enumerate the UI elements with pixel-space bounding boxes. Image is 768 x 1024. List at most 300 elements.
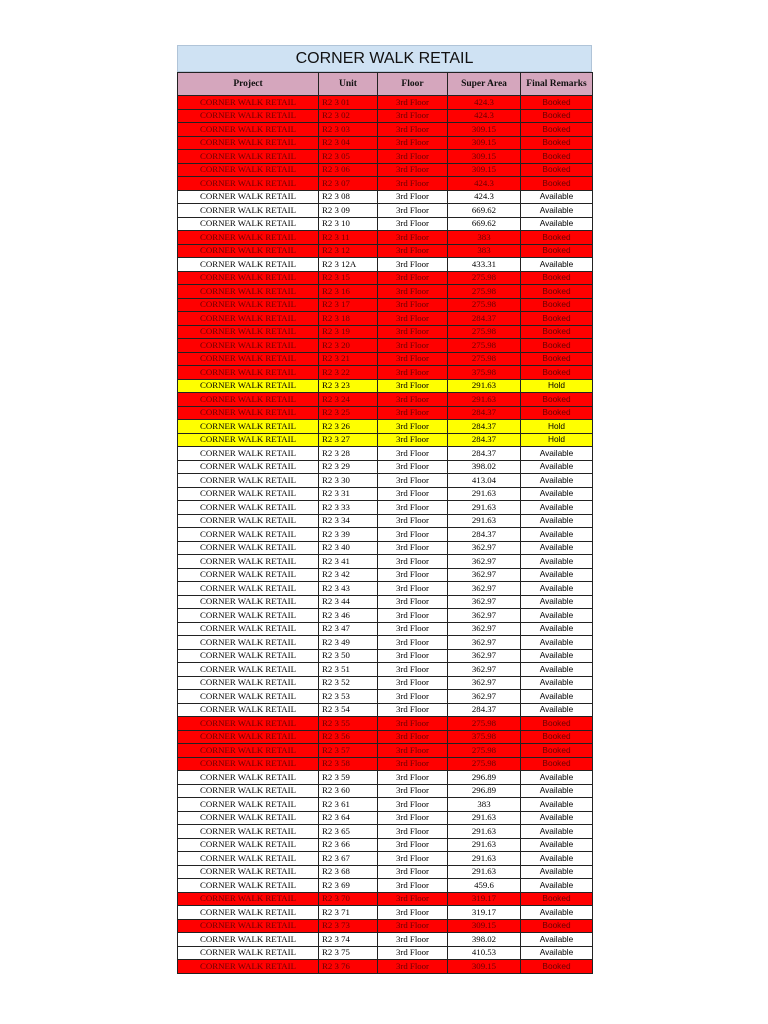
table-row bbox=[178, 298, 593, 312]
table-row bbox=[178, 406, 593, 420]
table-row bbox=[178, 123, 593, 137]
cell-project: CORNER WALK RETAIL bbox=[178, 784, 319, 798]
cell-remarks: Available bbox=[521, 568, 593, 582]
table-row bbox=[178, 622, 593, 636]
table-row bbox=[178, 649, 593, 663]
cell-floor: 3rd Floor bbox=[378, 204, 448, 218]
cell-floor: 3rd Floor bbox=[378, 595, 448, 609]
cell-project: CORNER WALK RETAIL bbox=[178, 136, 319, 150]
cell-floor: 3rd Floor bbox=[378, 825, 448, 839]
cell-project: CORNER WALK RETAIL bbox=[178, 892, 319, 906]
cell-area: 362.97 bbox=[448, 582, 521, 596]
cell-floor: 3rd Floor bbox=[378, 109, 448, 123]
cell-remarks: Booked bbox=[521, 285, 593, 299]
cell-floor: 3rd Floor bbox=[378, 514, 448, 528]
cell-project: CORNER WALK RETAIL bbox=[178, 622, 319, 636]
cell-area: 275.98 bbox=[448, 744, 521, 758]
cell-floor: 3rd Floor bbox=[378, 676, 448, 690]
cell-remarks: Available bbox=[521, 811, 593, 825]
cell-floor: 3rd Floor bbox=[378, 433, 448, 447]
cell-area: 284.37 bbox=[448, 312, 521, 326]
cell-floor: 3rd Floor bbox=[378, 730, 448, 744]
cell-remarks: Booked bbox=[521, 352, 593, 366]
cell-floor: 3rd Floor bbox=[378, 312, 448, 326]
cell-area: 291.63 bbox=[448, 487, 521, 501]
cell-floor: 3rd Floor bbox=[378, 622, 448, 636]
cell-area: 275.98 bbox=[448, 352, 521, 366]
cell-unit: R2 3 41 bbox=[319, 555, 378, 569]
table-row bbox=[178, 717, 593, 731]
table-row bbox=[178, 339, 593, 353]
cell-floor: 3rd Floor bbox=[378, 339, 448, 353]
cell-remarks: Booked bbox=[521, 892, 593, 906]
cell-area: 291.63 bbox=[448, 852, 521, 866]
table-row bbox=[178, 838, 593, 852]
cell-project: CORNER WALK RETAIL bbox=[178, 838, 319, 852]
cell-remarks: Booked bbox=[521, 757, 593, 771]
table-row bbox=[178, 177, 593, 191]
cell-remarks: Available bbox=[521, 555, 593, 569]
cell-unit: R2 3 75 bbox=[319, 946, 378, 960]
table-row bbox=[178, 865, 593, 879]
cell-project: CORNER WALK RETAIL bbox=[178, 447, 319, 461]
cell-project: CORNER WALK RETAIL bbox=[178, 933, 319, 947]
cell-project: CORNER WALK RETAIL bbox=[178, 379, 319, 393]
table-row bbox=[178, 663, 593, 677]
cell-unit: R2 3 04 bbox=[319, 136, 378, 150]
cell-area: 284.37 bbox=[448, 433, 521, 447]
cell-project: CORNER WALK RETAIL bbox=[178, 730, 319, 744]
cell-floor: 3rd Floor bbox=[378, 717, 448, 731]
cell-unit: R2 3 17 bbox=[319, 298, 378, 312]
cell-floor: 3rd Floor bbox=[378, 393, 448, 407]
cell-remarks: Booked bbox=[521, 150, 593, 164]
cell-unit: R2 3 08 bbox=[319, 190, 378, 204]
cell-area: 362.97 bbox=[448, 609, 521, 623]
cell-unit: R2 3 19 bbox=[319, 325, 378, 339]
cell-floor: 3rd Floor bbox=[378, 136, 448, 150]
cell-area: 669.62 bbox=[448, 217, 521, 231]
cell-remarks: Booked bbox=[521, 231, 593, 245]
cell-area: 362.97 bbox=[448, 622, 521, 636]
cell-project: CORNER WALK RETAIL bbox=[178, 460, 319, 474]
cell-area: 362.97 bbox=[448, 663, 521, 677]
cell-unit: R2 3 66 bbox=[319, 838, 378, 852]
cell-floor: 3rd Floor bbox=[378, 757, 448, 771]
cell-area: 309.15 bbox=[448, 163, 521, 177]
table-row bbox=[178, 312, 593, 326]
cell-floor: 3rd Floor bbox=[378, 798, 448, 812]
cell-remarks: Booked bbox=[521, 393, 593, 407]
cell-area: 362.97 bbox=[448, 568, 521, 582]
cell-remarks: Available bbox=[521, 933, 593, 947]
cell-remarks: Available bbox=[521, 514, 593, 528]
cell-area: 375.98 bbox=[448, 366, 521, 380]
cell-area: 362.97 bbox=[448, 555, 521, 569]
cell-remarks: Booked bbox=[521, 96, 593, 110]
cell-unit: R2 3 25 bbox=[319, 406, 378, 420]
cell-project: CORNER WALK RETAIL bbox=[178, 474, 319, 488]
table-row bbox=[178, 541, 593, 555]
cell-area: 424.3 bbox=[448, 177, 521, 191]
cell-unit: R2 3 07 bbox=[319, 177, 378, 191]
cell-project: CORNER WALK RETAIL bbox=[178, 960, 319, 974]
table-row bbox=[178, 892, 593, 906]
table-row bbox=[178, 595, 593, 609]
cell-floor: 3rd Floor bbox=[378, 163, 448, 177]
table-row bbox=[178, 96, 593, 110]
cell-remarks: Available bbox=[521, 487, 593, 501]
cell-floor: 3rd Floor bbox=[378, 217, 448, 231]
cell-floor: 3rd Floor bbox=[378, 811, 448, 825]
cell-floor: 3rd Floor bbox=[378, 906, 448, 920]
cell-unit: R2 3 65 bbox=[319, 825, 378, 839]
cell-floor: 3rd Floor bbox=[378, 946, 448, 960]
table-row bbox=[178, 960, 593, 974]
cell-unit: R2 3 55 bbox=[319, 717, 378, 731]
table-row bbox=[178, 811, 593, 825]
cell-project: CORNER WALK RETAIL bbox=[178, 771, 319, 785]
table-row bbox=[178, 231, 593, 245]
cell-unit: R2 3 61 bbox=[319, 798, 378, 812]
cell-project: CORNER WALK RETAIL bbox=[178, 406, 319, 420]
cell-project: CORNER WALK RETAIL bbox=[178, 514, 319, 528]
cell-project: CORNER WALK RETAIL bbox=[178, 123, 319, 137]
sheet-title: CORNER WALK RETAIL bbox=[177, 45, 592, 72]
cell-area: 291.63 bbox=[448, 865, 521, 879]
cell-unit: R2 3 12A bbox=[319, 258, 378, 272]
cell-area: 362.97 bbox=[448, 649, 521, 663]
table-row bbox=[178, 514, 593, 528]
cell-area: 275.98 bbox=[448, 285, 521, 299]
cell-project: CORNER WALK RETAIL bbox=[178, 852, 319, 866]
cell-area: 424.3 bbox=[448, 109, 521, 123]
cell-project: CORNER WALK RETAIL bbox=[178, 352, 319, 366]
cell-area: 383 bbox=[448, 244, 521, 258]
cell-remarks: Available bbox=[521, 838, 593, 852]
cell-remarks: Hold bbox=[521, 379, 593, 393]
cell-project: CORNER WALK RETAIL bbox=[178, 919, 319, 933]
cell-area: 398.02 bbox=[448, 460, 521, 474]
table-row bbox=[178, 771, 593, 785]
cell-area: 413.04 bbox=[448, 474, 521, 488]
cell-unit: R2 3 27 bbox=[319, 433, 378, 447]
cell-project: CORNER WALK RETAIL bbox=[178, 595, 319, 609]
table-row bbox=[178, 150, 593, 164]
table-row bbox=[178, 757, 593, 771]
cell-remarks: Booked bbox=[521, 325, 593, 339]
cell-project: CORNER WALK RETAIL bbox=[178, 555, 319, 569]
table-row bbox=[178, 636, 593, 650]
cell-floor: 3rd Floor bbox=[378, 649, 448, 663]
cell-remarks: Available bbox=[521, 258, 593, 272]
cell-unit: R2 3 10 bbox=[319, 217, 378, 231]
cell-area: 669.62 bbox=[448, 204, 521, 218]
cell-floor: 3rd Floor bbox=[378, 703, 448, 717]
cell-remarks: Booked bbox=[521, 339, 593, 353]
cell-area: 291.63 bbox=[448, 393, 521, 407]
cell-unit: R2 3 42 bbox=[319, 568, 378, 582]
cell-area: 291.63 bbox=[448, 811, 521, 825]
cell-remarks: Booked bbox=[521, 312, 593, 326]
cell-project: CORNER WALK RETAIL bbox=[178, 946, 319, 960]
cell-unit: R2 3 50 bbox=[319, 649, 378, 663]
cell-project: CORNER WALK RETAIL bbox=[178, 636, 319, 650]
cell-floor: 3rd Floor bbox=[378, 150, 448, 164]
cell-area: 284.37 bbox=[448, 528, 521, 542]
cell-project: CORNER WALK RETAIL bbox=[178, 757, 319, 771]
cell-area: 275.98 bbox=[448, 717, 521, 731]
table-row bbox=[178, 879, 593, 893]
table-row bbox=[178, 784, 593, 798]
table-row bbox=[178, 487, 593, 501]
cell-unit: R2 3 09 bbox=[319, 204, 378, 218]
cell-floor: 3rd Floor bbox=[378, 379, 448, 393]
cell-floor: 3rd Floor bbox=[378, 177, 448, 191]
cell-project: CORNER WALK RETAIL bbox=[178, 393, 319, 407]
cell-remarks: Booked bbox=[521, 730, 593, 744]
cell-unit: R2 3 26 bbox=[319, 420, 378, 434]
cell-area: 383 bbox=[448, 231, 521, 245]
cell-area: 433.31 bbox=[448, 258, 521, 272]
cell-area: 275.98 bbox=[448, 271, 521, 285]
cell-project: CORNER WALK RETAIL bbox=[178, 204, 319, 218]
cell-project: CORNER WALK RETAIL bbox=[178, 339, 319, 353]
cell-unit: R2 3 16 bbox=[319, 285, 378, 299]
cell-project: CORNER WALK RETAIL bbox=[178, 703, 319, 717]
cell-area: 275.98 bbox=[448, 298, 521, 312]
cell-unit: R2 3 56 bbox=[319, 730, 378, 744]
cell-remarks: Available bbox=[521, 609, 593, 623]
cell-area: 309.15 bbox=[448, 960, 521, 974]
table-row bbox=[178, 258, 593, 272]
cell-area: 309.15 bbox=[448, 123, 521, 137]
cell-area: 284.37 bbox=[448, 703, 521, 717]
cell-floor: 3rd Floor bbox=[378, 771, 448, 785]
cell-project: CORNER WALK RETAIL bbox=[178, 798, 319, 812]
cell-remarks: Available bbox=[521, 636, 593, 650]
cell-unit: R2 3 40 bbox=[319, 541, 378, 555]
cell-remarks: Available bbox=[521, 784, 593, 798]
cell-project: CORNER WALK RETAIL bbox=[178, 420, 319, 434]
cell-area: 319.17 bbox=[448, 906, 521, 920]
cell-remarks: Booked bbox=[521, 366, 593, 380]
cell-area: 424.3 bbox=[448, 190, 521, 204]
table-row bbox=[178, 460, 593, 474]
table-row bbox=[178, 933, 593, 947]
cell-remarks: Booked bbox=[521, 298, 593, 312]
cell-area: 362.97 bbox=[448, 690, 521, 704]
cell-area: 309.15 bbox=[448, 919, 521, 933]
cell-remarks: Booked bbox=[521, 244, 593, 258]
cell-remarks: Available bbox=[521, 906, 593, 920]
cell-floor: 3rd Floor bbox=[378, 487, 448, 501]
cell-area: 383 bbox=[448, 798, 521, 812]
cell-project: CORNER WALK RETAIL bbox=[178, 298, 319, 312]
cell-project: CORNER WALK RETAIL bbox=[178, 150, 319, 164]
cell-area: 309.15 bbox=[448, 150, 521, 164]
table-row bbox=[178, 190, 593, 204]
cell-remarks: Booked bbox=[521, 271, 593, 285]
cell-floor: 3rd Floor bbox=[378, 919, 448, 933]
cell-unit: R2 3 73 bbox=[319, 919, 378, 933]
table-row bbox=[178, 744, 593, 758]
header-floor: Floor bbox=[378, 73, 448, 96]
cell-floor: 3rd Floor bbox=[378, 366, 448, 380]
cell-remarks: Available bbox=[521, 474, 593, 488]
cell-remarks: Available bbox=[521, 595, 593, 609]
cell-unit: R2 3 23 bbox=[319, 379, 378, 393]
cell-remarks: Available bbox=[521, 798, 593, 812]
cell-unit: R2 3 59 bbox=[319, 771, 378, 785]
cell-remarks: Booked bbox=[521, 960, 593, 974]
cell-unit: R2 3 67 bbox=[319, 852, 378, 866]
cell-project: CORNER WALK RETAIL bbox=[178, 676, 319, 690]
cell-area: 291.63 bbox=[448, 825, 521, 839]
cell-floor: 3rd Floor bbox=[378, 865, 448, 879]
cell-floor: 3rd Floor bbox=[378, 636, 448, 650]
cell-floor: 3rd Floor bbox=[378, 447, 448, 461]
cell-unit: R2 3 03 bbox=[319, 123, 378, 137]
cell-floor: 3rd Floor bbox=[378, 892, 448, 906]
cell-remarks: Available bbox=[521, 528, 593, 542]
cell-project: CORNER WALK RETAIL bbox=[178, 258, 319, 272]
cell-remarks: Available bbox=[521, 460, 593, 474]
cell-area: 375.98 bbox=[448, 730, 521, 744]
cell-floor: 3rd Floor bbox=[378, 744, 448, 758]
cell-remarks: Hold bbox=[521, 433, 593, 447]
cell-remarks: Booked bbox=[521, 163, 593, 177]
cell-unit: R2 3 15 bbox=[319, 271, 378, 285]
cell-project: CORNER WALK RETAIL bbox=[178, 244, 319, 258]
table-row bbox=[178, 379, 593, 393]
cell-floor: 3rd Floor bbox=[378, 123, 448, 137]
table-row bbox=[178, 730, 593, 744]
cell-unit: R2 3 22 bbox=[319, 366, 378, 380]
cell-floor: 3rd Floor bbox=[378, 879, 448, 893]
cell-remarks: Booked bbox=[521, 123, 593, 137]
cell-unit: R2 3 58 bbox=[319, 757, 378, 771]
cell-area: 284.37 bbox=[448, 406, 521, 420]
cell-floor: 3rd Floor bbox=[378, 406, 448, 420]
cell-floor: 3rd Floor bbox=[378, 190, 448, 204]
cell-floor: 3rd Floor bbox=[378, 690, 448, 704]
cell-remarks: Available bbox=[521, 865, 593, 879]
cell-floor: 3rd Floor bbox=[378, 568, 448, 582]
cell-unit: R2 3 39 bbox=[319, 528, 378, 542]
cell-project: CORNER WALK RETAIL bbox=[178, 541, 319, 555]
cell-project: CORNER WALK RETAIL bbox=[178, 217, 319, 231]
cell-floor: 3rd Floor bbox=[378, 352, 448, 366]
cell-project: CORNER WALK RETAIL bbox=[178, 609, 319, 623]
cell-remarks: Available bbox=[521, 852, 593, 866]
cell-remarks: Available bbox=[521, 690, 593, 704]
cell-remarks: Hold bbox=[521, 420, 593, 434]
table-body bbox=[178, 96, 593, 974]
cell-project: CORNER WALK RETAIL bbox=[178, 190, 319, 204]
cell-remarks: Available bbox=[521, 649, 593, 663]
cell-area: 275.98 bbox=[448, 339, 521, 353]
cell-unit: R2 3 76 bbox=[319, 960, 378, 974]
table-row bbox=[178, 852, 593, 866]
cell-unit: R2 3 02 bbox=[319, 109, 378, 123]
cell-area: 284.37 bbox=[448, 420, 521, 434]
cell-remarks: Available bbox=[521, 447, 593, 461]
cell-remarks: Booked bbox=[521, 744, 593, 758]
cell-area: 291.63 bbox=[448, 379, 521, 393]
cell-unit: R2 3 05 bbox=[319, 150, 378, 164]
table-row bbox=[178, 703, 593, 717]
table-row bbox=[178, 393, 593, 407]
table-row bbox=[178, 528, 593, 542]
cell-unit: R2 3 64 bbox=[319, 811, 378, 825]
cell-area: 284.37 bbox=[448, 447, 521, 461]
cell-remarks: Available bbox=[521, 204, 593, 218]
cell-area: 424.3 bbox=[448, 96, 521, 110]
cell-floor: 3rd Floor bbox=[378, 960, 448, 974]
cell-floor: 3rd Floor bbox=[378, 852, 448, 866]
cell-unit: R2 3 51 bbox=[319, 663, 378, 677]
cell-area: 275.98 bbox=[448, 325, 521, 339]
cell-remarks: Available bbox=[521, 879, 593, 893]
cell-floor: 3rd Floor bbox=[378, 325, 448, 339]
cell-remarks: Available bbox=[521, 771, 593, 785]
cell-unit: R2 3 70 bbox=[319, 892, 378, 906]
cell-remarks: Available bbox=[521, 217, 593, 231]
cell-area: 275.98 bbox=[448, 757, 521, 771]
cell-area: 459.6 bbox=[448, 879, 521, 893]
cell-unit: R2 3 47 bbox=[319, 622, 378, 636]
cell-project: CORNER WALK RETAIL bbox=[178, 865, 319, 879]
cell-unit: R2 3 31 bbox=[319, 487, 378, 501]
cell-unit: R2 3 30 bbox=[319, 474, 378, 488]
cell-area: 362.97 bbox=[448, 595, 521, 609]
cell-floor: 3rd Floor bbox=[378, 298, 448, 312]
cell-floor: 3rd Floor bbox=[378, 231, 448, 245]
cell-floor: 3rd Floor bbox=[378, 271, 448, 285]
cell-project: CORNER WALK RETAIL bbox=[178, 231, 319, 245]
cell-unit: R2 3 71 bbox=[319, 906, 378, 920]
header-final-remarks: Final Remarks bbox=[521, 73, 593, 96]
cell-floor: 3rd Floor bbox=[378, 784, 448, 798]
cell-unit: R2 3 52 bbox=[319, 676, 378, 690]
cell-remarks: Available bbox=[521, 825, 593, 839]
table-row bbox=[178, 420, 593, 434]
cell-project: CORNER WALK RETAIL bbox=[178, 825, 319, 839]
cell-unit: R2 3 57 bbox=[319, 744, 378, 758]
cell-remarks: Booked bbox=[521, 136, 593, 150]
cell-floor: 3rd Floor bbox=[378, 460, 448, 474]
cell-unit: R2 3 12 bbox=[319, 244, 378, 258]
cell-unit: R2 3 20 bbox=[319, 339, 378, 353]
cell-area: 309.15 bbox=[448, 136, 521, 150]
cell-floor: 3rd Floor bbox=[378, 474, 448, 488]
cell-area: 291.63 bbox=[448, 838, 521, 852]
cell-remarks: Booked bbox=[521, 919, 593, 933]
cell-floor: 3rd Floor bbox=[378, 933, 448, 947]
cell-project: CORNER WALK RETAIL bbox=[178, 271, 319, 285]
cell-floor: 3rd Floor bbox=[378, 258, 448, 272]
table-row bbox=[178, 109, 593, 123]
cell-area: 296.89 bbox=[448, 784, 521, 798]
cell-remarks: Booked bbox=[521, 109, 593, 123]
cell-project: CORNER WALK RETAIL bbox=[178, 663, 319, 677]
cell-floor: 3rd Floor bbox=[378, 541, 448, 555]
table-row bbox=[178, 447, 593, 461]
cell-floor: 3rd Floor bbox=[378, 528, 448, 542]
table-row bbox=[178, 204, 593, 218]
cell-unit: R2 3 06 bbox=[319, 163, 378, 177]
